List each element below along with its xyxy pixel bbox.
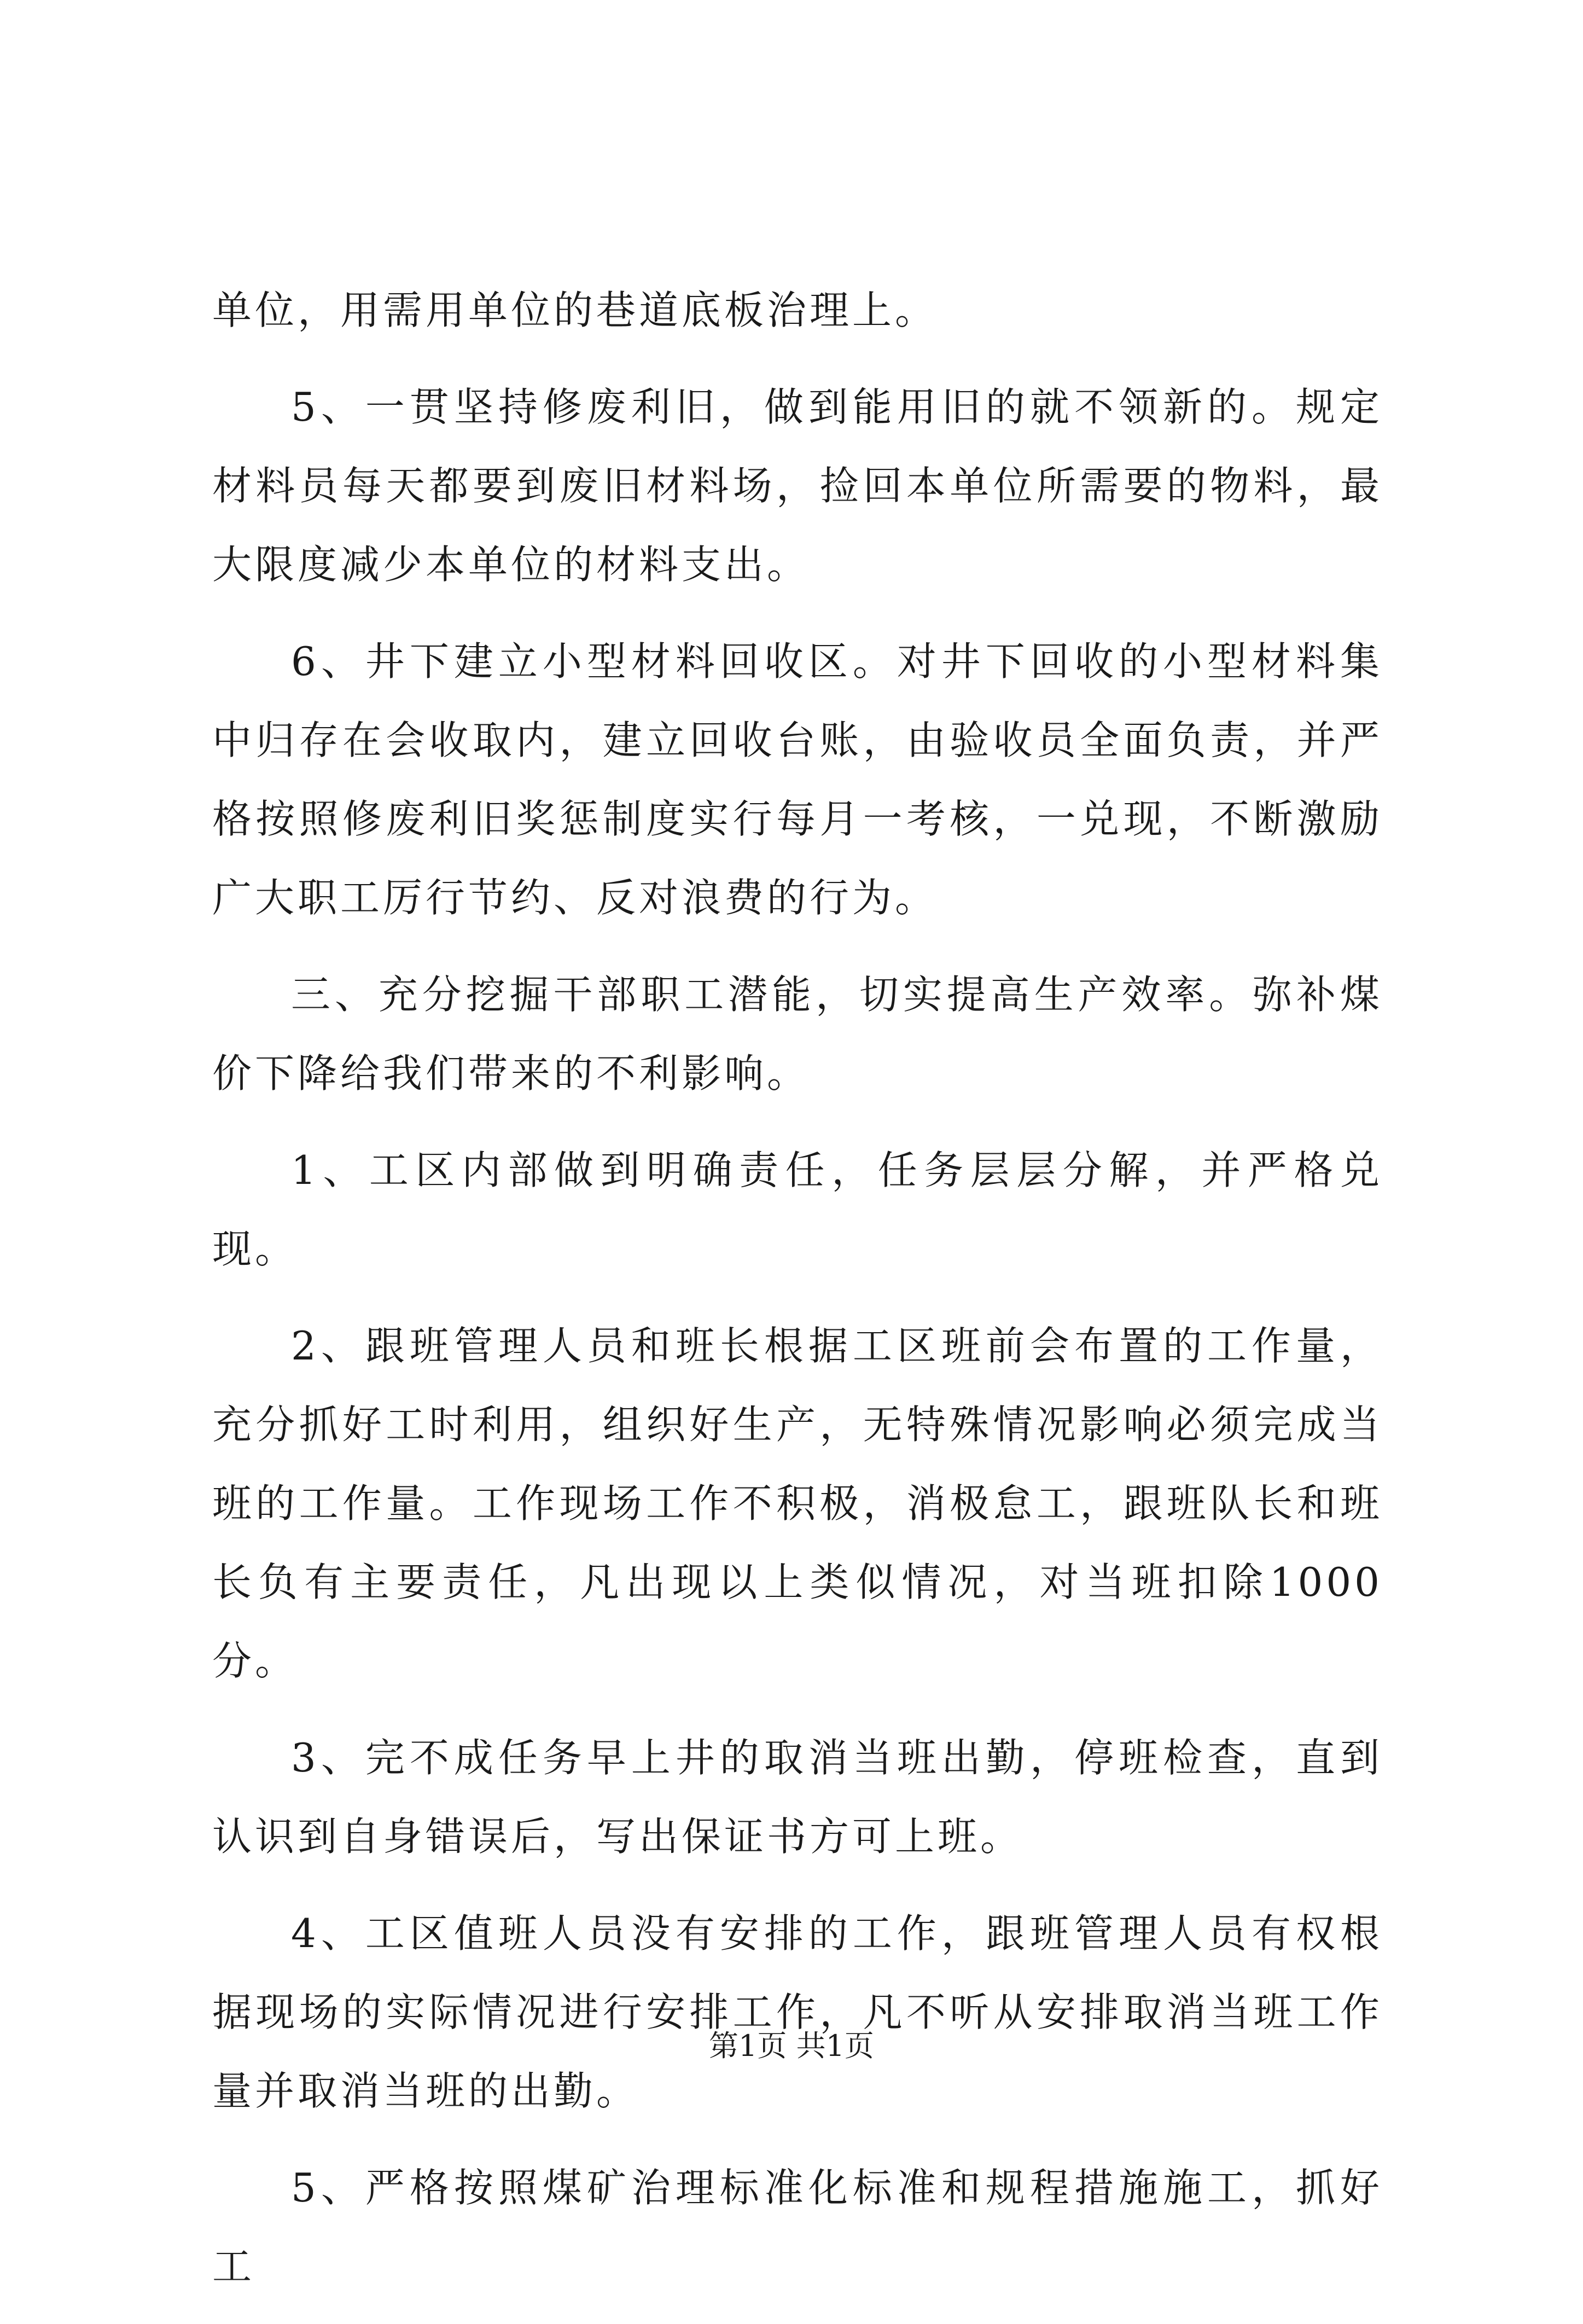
paragraph: 单位，用需用单位的巷道底板治理上。 <box>212 287 938 333</box>
paragraph: 6、井下建立小型材料回收区。对井下回收的小型材料集中归存在会收取内，建立回收台账，由验收员全面负责，并严格按照修废利旧奖惩制度实行每月一考核，一兑现，不断激励广大职工厉行节约、反对浪费的行为。 <box>212 638 1383 921</box>
page-footer: 第1页 共1页 <box>709 2029 874 2063</box>
paragraph: 3、完不成任务早上井的取消当班出勤，停班检查，直到认识到自身错误后，写出保证书方可上班。 <box>212 1735 1383 1860</box>
paragraph: 1、工区内部做到明确责任，任务层层分解，并严格兑现。 <box>212 1147 1383 1272</box>
paragraph: 5、一贯坚持修废利旧，做到能用旧的就不领新的。规定材料员每天都要到废旧材料场，捡回本单位所需要的物料，最大限度减少本单位的材料支出。 <box>212 384 1383 588</box>
paragraph: 5、严格按照煤矿治理标准化标准和规程措施施工，抓好工 <box>212 2165 1383 2290</box>
paragraph: 4、工区值班人员没有安排的工作，跟班管理人员有权根据现场的实际情况进行安排工作，凡不听从安排取消当班工作量并取消当班的出勤。 <box>212 1910 1383 2114</box>
paragraph: 2、跟班管理人员和班长根据工区班前会布置的工作量，充分抓好工时利用，组织好生产，无特殊情况影响必须完成当班的工作量。工作现场工作不积极，消极怠工，跟班队长和班长负有主要责任，凡出现以上类似情况，对当班扣除1000分。 <box>212 1323 1383 1684</box>
section-heading-paragraph: 三、充分挖掘干部职工潜能，切实提高生产效率。弥补煤价下降给我们带来的不利影响。 <box>212 972 1383 1096</box>
document-body <box>212 271 1383 2324</box>
